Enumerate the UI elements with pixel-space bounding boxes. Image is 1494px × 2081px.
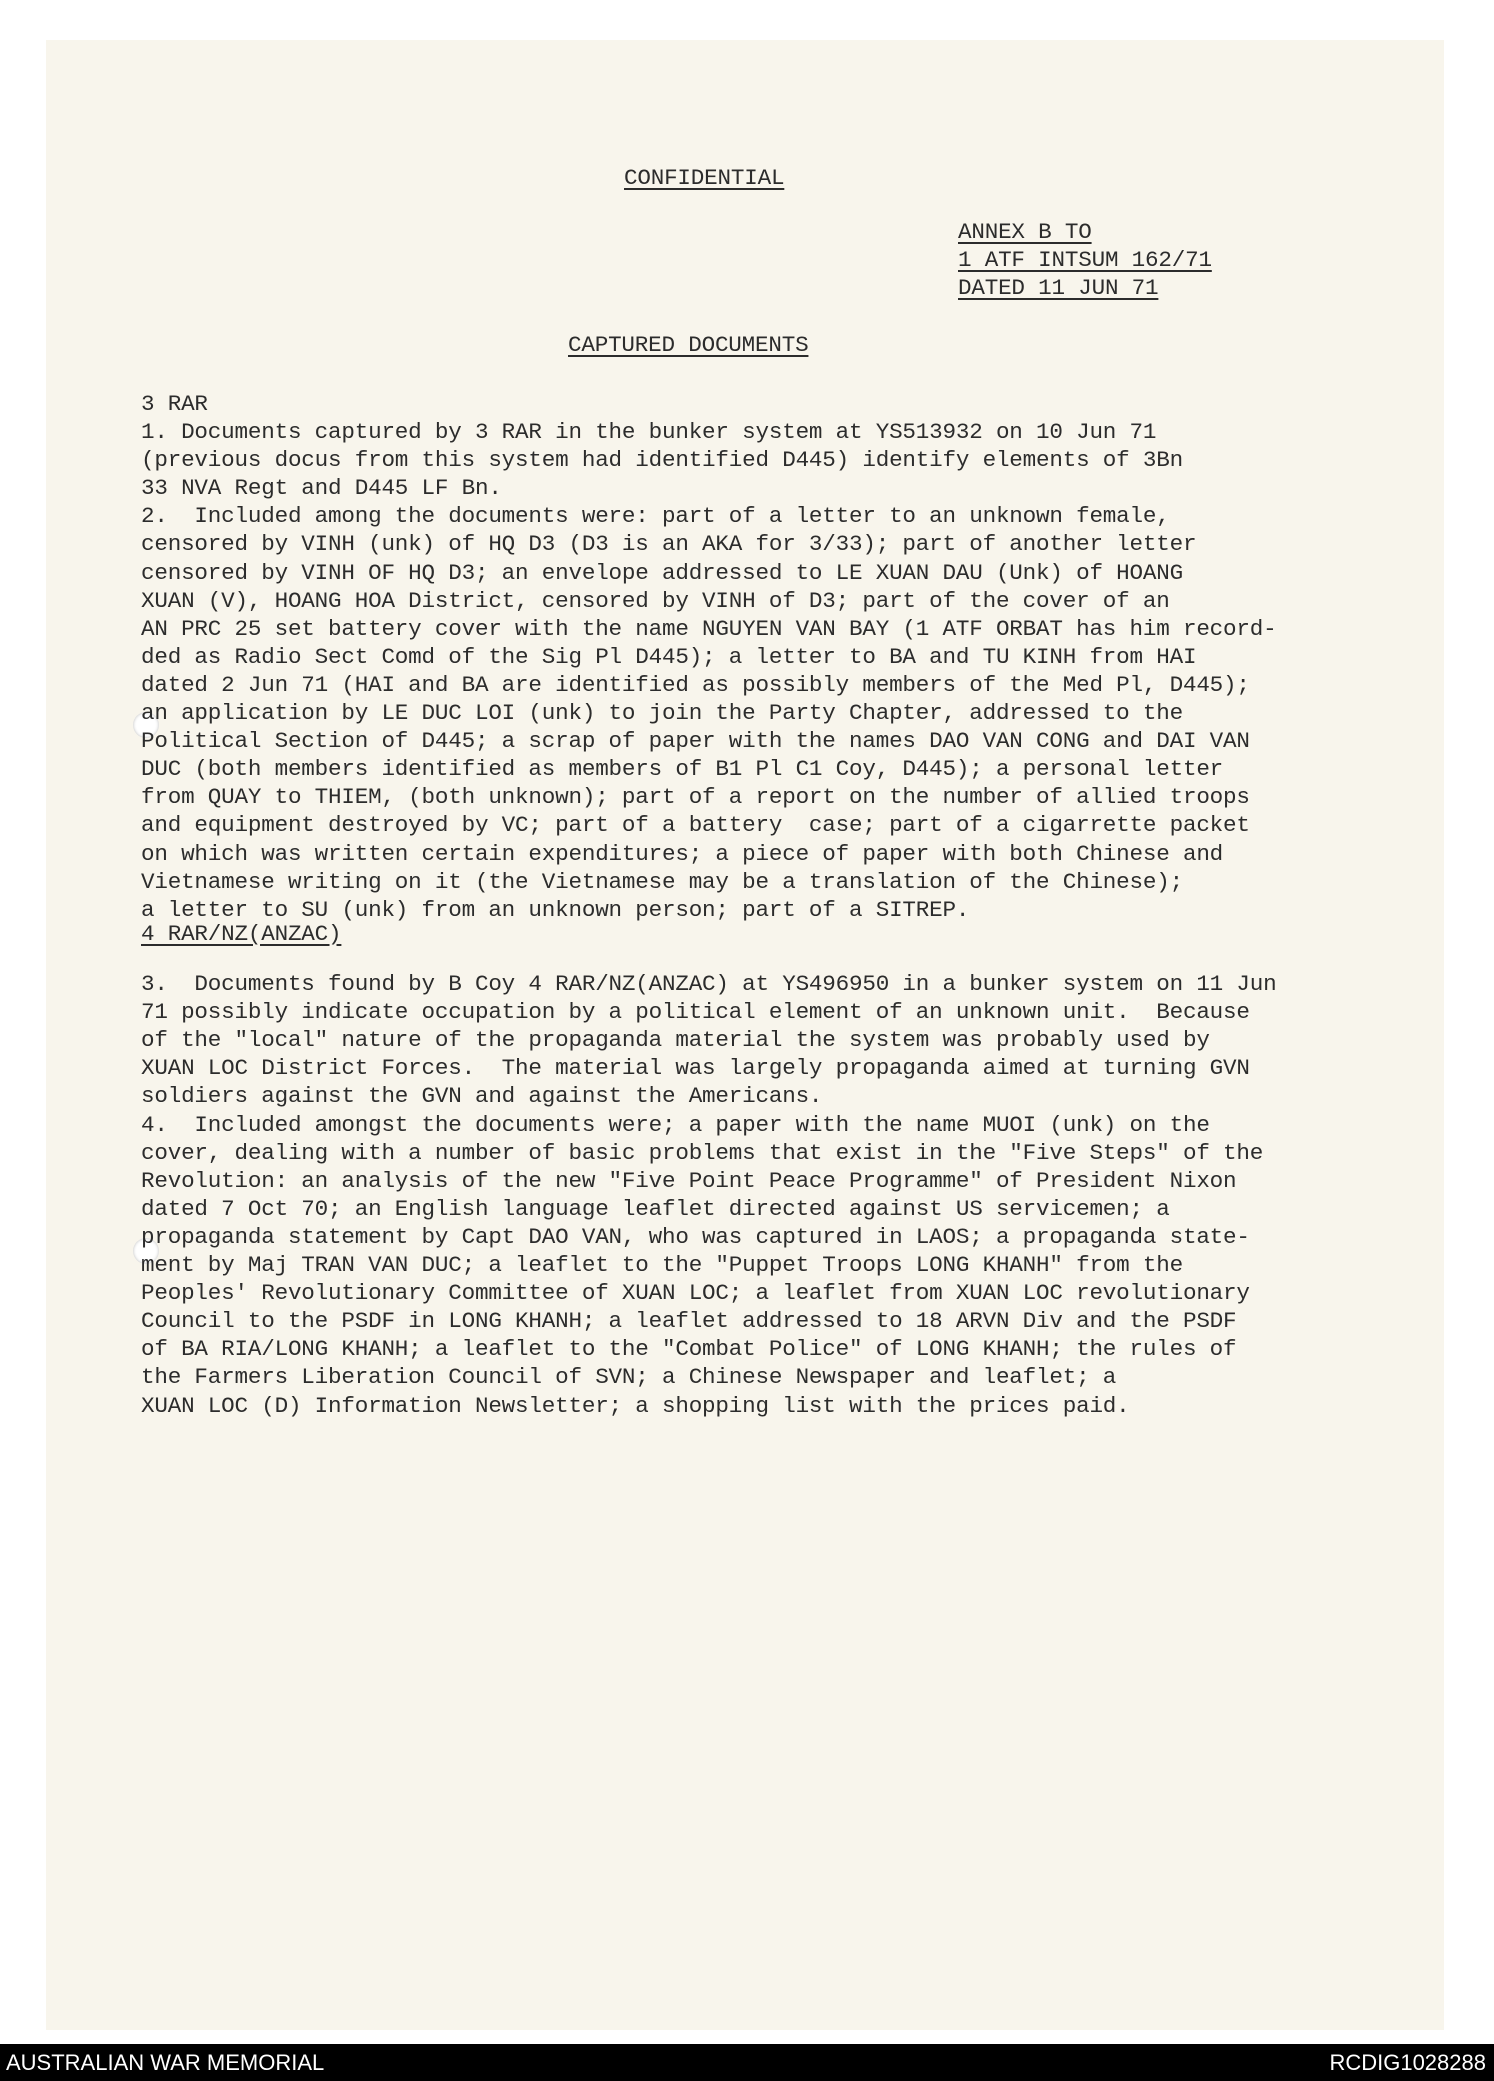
body-text-line: 71 possibly indicate occupation by a political element of an unknown unit. Because	[141, 999, 1250, 1026]
body-text-line: (previous docus from this system had identified D445) identify elements of 3Bn	[141, 447, 1183, 474]
body-text-line: and equipment destroyed by VC; part of a battery case; part of a cigarrette packet	[141, 812, 1250, 839]
body-text-line: 4. Included amongst the documents were; a paper with the name MUOI (unk) on the	[141, 1111, 1210, 1138]
body-text-line: from QUAY to THIEM, (both unknown); part of a report on the number of allied troops	[141, 784, 1250, 811]
body-text-line: XUAN (V), HOANG HOA District, censored by VINH of D3; part of the cover of an	[141, 587, 1170, 614]
archive-name: AUSTRALIAN WAR MEMORIAL	[6, 2050, 325, 2075]
body-text-line: censored by VINH OF HQ D3; an envelope addressed to LE XUAN DAU (Unk) of HOANG	[141, 559, 1183, 586]
document-title: CAPTURED DOCUMENTS	[568, 332, 809, 358]
body-text-line: ded as Radio Sect Comd of the Sig Pl D445); a letter to BA and TU KINH from HAI	[141, 643, 1197, 670]
body-text-line: a letter to SU (unk) from an unknown person; part of a SITREP.	[141, 896, 970, 923]
body-text-line: 2. Included among the documents were: part of a letter to an unknown female,	[141, 503, 1170, 530]
annex-line: ANNEX B TO	[958, 219, 1092, 245]
body-text-line: of BA RIA/LONG KHANH; a leaflet to the "Combat Police" of LONG KHANH; the rules of	[141, 1336, 1237, 1363]
classification-marking: CONFIDENTIAL	[624, 165, 785, 191]
body-text-line: Revolution: an analysis of the new "Five Point Peace Programme" of President Nixon	[141, 1167, 1237, 1194]
body-text-line: the Farmers Liberation Council of SVN; a Chinese Newspaper and leaflet; a	[141, 1364, 1117, 1391]
annex-line: DATED 11 JUN 71	[958, 275, 1159, 301]
body-text-line: 33 NVA Regt and D445 LF Bn.	[141, 475, 502, 502]
section-heading: 4 RAR/NZ(ANZAC)	[141, 921, 342, 947]
section-heading: 3 RAR	[141, 391, 208, 417]
body-text-line: 3. Documents found by B Coy 4 RAR/NZ(ANZAC) at YS496950 in a bunker system on 11 Jun	[141, 971, 1277, 997]
body-text-line: 1. Documents captured by 3 RAR in the bunker system at YS513932 on 10 Jun 71	[141, 419, 1157, 445]
body-text-line: on which was written certain expenditures; a piece of paper with both Chinese and	[141, 840, 1224, 867]
body-text-line: propaganda statement by Capt DAO VAN, who was captured in LAOS; a propaganda state-	[141, 1223, 1250, 1250]
record-id: RCDIG1028288	[1329, 2050, 1486, 2075]
body-text-line: Vietnamese writing on it (the Vietnamese may be a translation of the Chinese);	[141, 868, 1183, 895]
body-text-line: ment by Maj TRAN VAN DUC; a leaflet to the "Puppet Troops LONG KHANH" from the	[141, 1252, 1183, 1278]
body-text-line: of the "local" nature of the propaganda material the system was probably used by	[141, 1027, 1210, 1054]
annex-line: 1 ATF INTSUM 162/71	[958, 247, 1212, 273]
body-text-line: censored by VINH (unk) of HQ D3 (D3 is an AKA for 3/33); part of another letter	[141, 531, 1197, 558]
body-text-line: DUC (both members identified as members of B1 Pl C1 Coy, D445); a personal letter	[141, 756, 1224, 783]
body-text-line: dated 2 Jun 71 (HAI and BA are identified as possibly members of the Med Pl, D445);	[141, 671, 1250, 698]
body-text-line: XUAN LOC (D) Information Newsletter; a shopping list with the prices paid.	[141, 1392, 1130, 1419]
body-text-line: XUAN LOC District Forces. The material was largely propaganda aimed at turning GVN	[141, 1055, 1250, 1082]
body-text-line: Council to the PSDF in LONG KHANH; a leaflet addressed to 18 ARVN Div and the PSDF	[141, 1308, 1237, 1335]
body-text-line: an application by LE DUC LOI (unk) to join the Party Chapter, addressed to the	[141, 700, 1183, 726]
body-text-line: Peoples' Revolutionary Committee of XUAN LOC; a leaflet from XUAN LOC revolutionary	[141, 1280, 1250, 1307]
body-text-line: Political Section of D445; a scrap of paper with the names DAO VAN CONG and DAI VAN	[141, 728, 1250, 755]
footer-bar	[0, 2044, 1494, 2081]
body-text-line: dated 7 Oct 70; an English language leaflet directed against US servicemen; a	[141, 1195, 1170, 1222]
body-text-line: AN PRC 25 set battery cover with the name NGUYEN VAN BAY (1 ATF ORBAT has him record-	[141, 615, 1277, 642]
body-text-line: soldiers against the GVN and against the Americans.	[141, 1083, 823, 1110]
body-text-line: cover, dealing with a number of basic problems that exist in the "Five Steps" of the	[141, 1139, 1264, 1166]
